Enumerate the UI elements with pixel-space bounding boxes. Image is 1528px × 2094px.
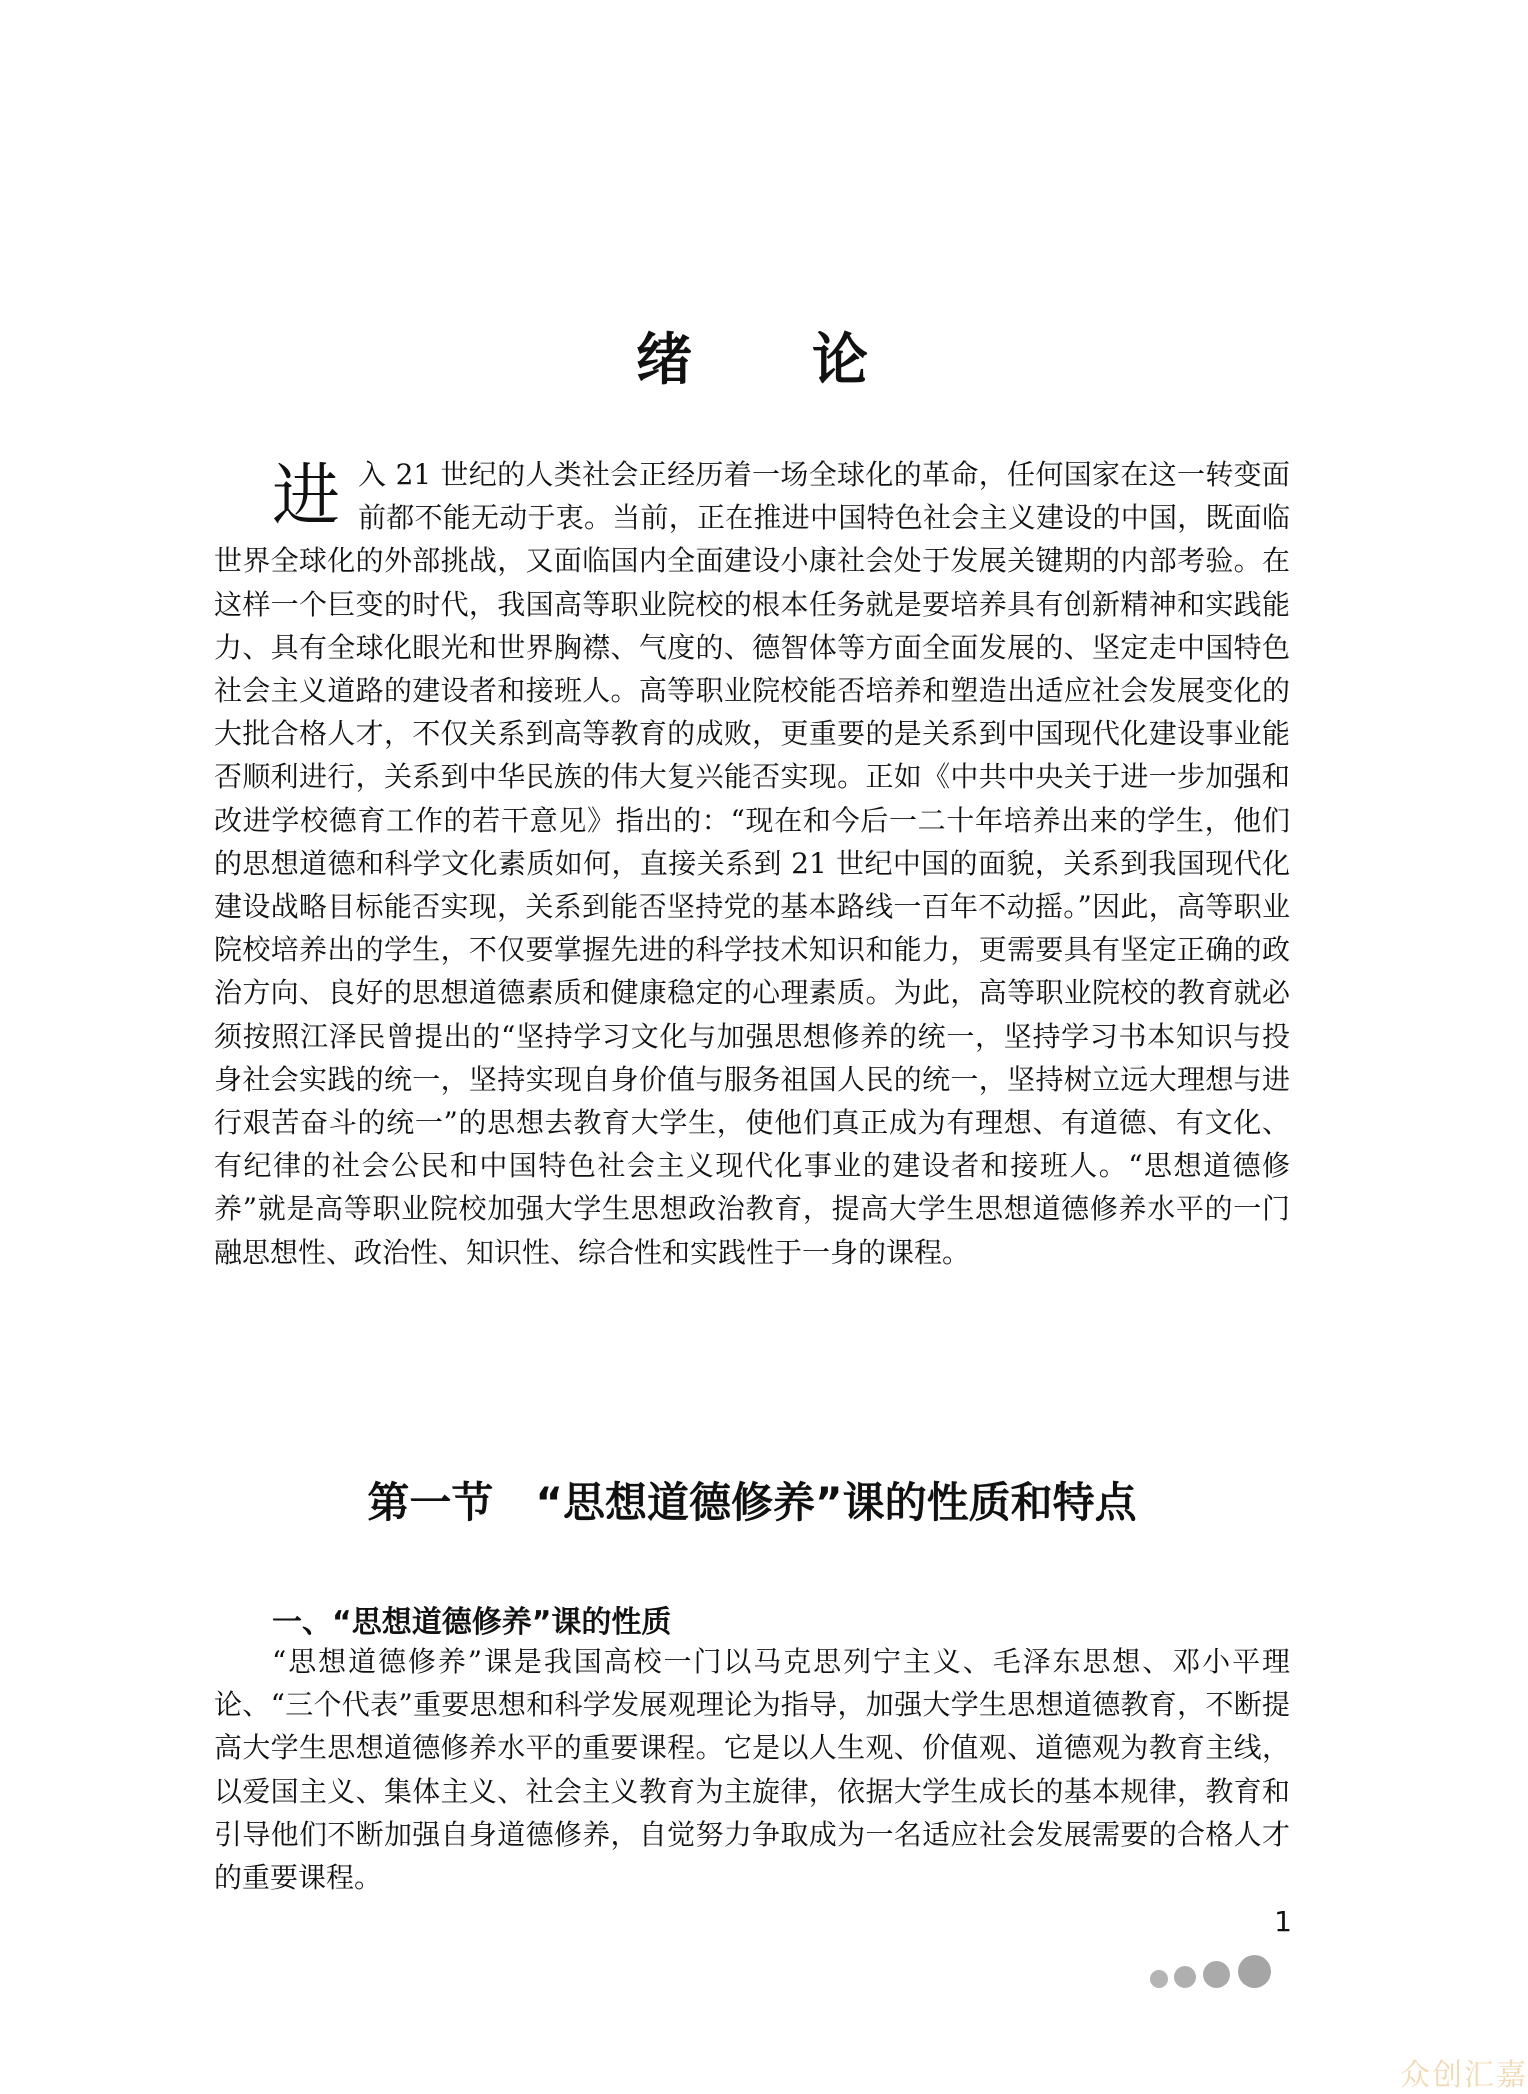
intro-text: 入 21 世纪的人类社会正经历着一场全球化的革命，任何国家在这一转变面前都不能无动于衷。当前，正在推进中国特色社会主义建设的中国，既面临世界全球化的外部挑战，又面临国内全面建设小康社会处于发展关键期的内部考验。在这样一个巨变的时代，我国高等职业院校的根本任务就是要培养具有创新精神和实践能力、具有全球化眼光和世界胸襟、气度的、德智体等方面全面发展的、坚定走中国特色社会主义道路的建设者和接班人。高等职业院校能否培养和塑造出适应社会发展变化的大批合格人才，不仅关系到高等教育的成败，更重要的是关系到中国现代化建设事业能否顺利进行，关系到中华民族的伟大复兴能否实现。正如《中共中央关于进一步加强和改进学校德育工作的若干意见》指出的：“现在和今后一二十年培养出来的学生，他们的思想道德和科学文化素质如何，直接关系到 21 世纪中国的面貌，关系到我国现代化建设战略目标能否实现，关系到能否坚持党的基本路线一百年不动摇。”因此，高等职业院校培养出的学生，不仅要掌握先进的科学技术知识和能力，更需要具有坚定正确的政治方向、良好的思想道德素质和健康稳定的心理素质。为此，高等职业院校的教育就必须按照江泽民曾提出的“坚持学习文化与加强思想修养的统一，坚持学习书本知识与投身社会实践的统一，坚持实现自身价值与服务祖国人民的统一，坚持树立远大理想与进行艰苦奋斗的统一”的思想去教育大学生，使他们真正成为有理想、有道德、有文化、有纪律的社会公民和中国特色社会主义现代化事业的建设者和接班人。“思想道德修养”就是高等职业院校加强大学生思想政治教育，提高大学生思想道德修养水平的一门融思想性、政治性、知识性、综合性和实践性于一身的课程。 (214, 458, 1290, 1269)
dot-decoration-icon (1238, 1955, 1271, 1988)
page-dots-decoration (1150, 1945, 1290, 1989)
drop-cap: 进 (272, 457, 341, 536)
page-number: 1 (1274, 1905, 1292, 1938)
watermark-text: 众创汇嘉 (1400, 2058, 1528, 2093)
dot-decoration-icon (1174, 1966, 1196, 1988)
intro-paragraph (214, 453, 1290, 1274)
section-title: 第一节 “思想道德修养”课的性质和特点 (367, 1477, 1137, 1527)
subsection-title: 一、“思想道德修养”课的性质 (272, 1605, 672, 1640)
chapter-title: 绪论 (636, 327, 988, 393)
body-paragraph: “思想道德修养”课是我国高校一门以马克思列宁主义、毛泽东思想、邓小平理论、“三个代表”重要思想和科学发展观理论为指导，加强大学生思想道德教育，不断提高大学生思想道德修养水平的重要课程。它是以人生观、价值观、道德观为教育主线，以爱国主义、集体主义、社会主义教育为主旋律，依据大学生成长的基本规律，教育和引导他们不断加强自身道德修养，自觉努力争取成为一名适应社会发展需要的合格人才的重要课程。 (214, 1645, 1290, 1895)
dot-decoration-icon (1203, 1961, 1230, 1988)
dot-decoration-icon (1150, 1970, 1168, 1988)
